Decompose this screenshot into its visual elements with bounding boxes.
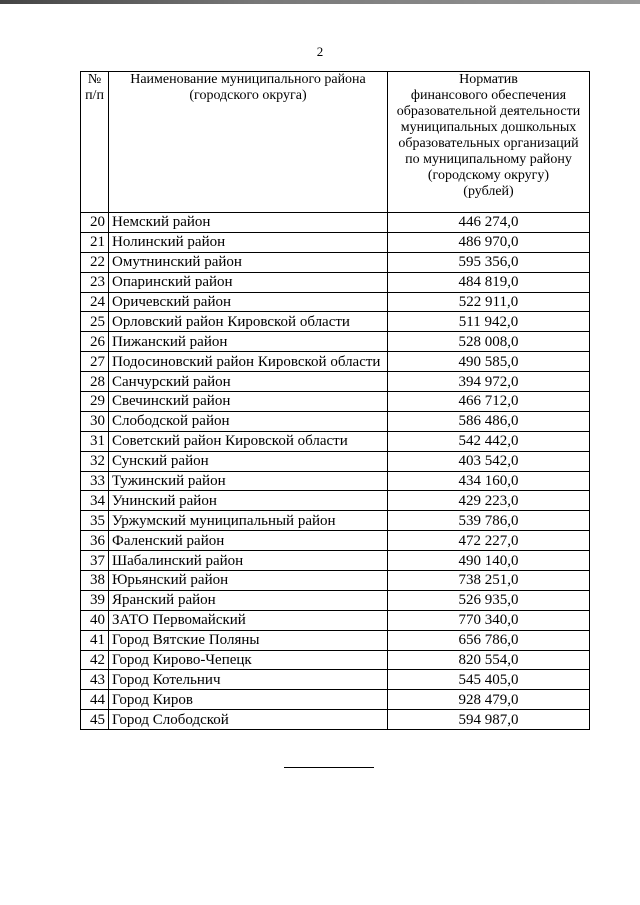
row-name: Оричевский район (109, 292, 388, 312)
row-value: 486 970,0 (388, 232, 590, 252)
table-body (81, 213, 590, 730)
row-value: 539 786,0 (388, 511, 590, 531)
row-number: 28 (81, 372, 109, 392)
row-name: Омутнинский район (109, 252, 388, 272)
row-number: 33 (81, 471, 109, 491)
row-value: 586 486,0 (388, 411, 590, 431)
row-number: 29 (81, 392, 109, 412)
row-value: 484 819,0 (388, 272, 590, 292)
table-row (81, 232, 590, 252)
row-name: Уржумский муниципальный район (109, 511, 388, 531)
row-number: 26 (81, 332, 109, 352)
table-row (81, 551, 590, 571)
table-row (81, 590, 590, 610)
normative-table (80, 71, 590, 730)
table-row (81, 252, 590, 272)
row-name: Нолинский район (109, 232, 388, 252)
row-value: 528 008,0 (388, 332, 590, 352)
table-row (81, 431, 590, 451)
table-row (81, 571, 590, 591)
row-name: Город Кирово-Чепецк (109, 650, 388, 670)
table-row (81, 332, 590, 352)
table-row (81, 531, 590, 551)
row-name: Опаринский район (109, 272, 388, 292)
row-number: 41 (81, 630, 109, 650)
row-number: 36 (81, 531, 109, 551)
row-name: Юрьянский район (109, 571, 388, 591)
row-number: 40 (81, 610, 109, 630)
row-value: 542 442,0 (388, 431, 590, 451)
table-row (81, 213, 590, 233)
table-row (81, 610, 590, 630)
table-row (81, 670, 590, 690)
row-name: ЗАТО Первомайский (109, 610, 388, 630)
row-name: Немский район (109, 213, 388, 233)
row-name: Слободской район (109, 411, 388, 431)
row-number: 34 (81, 491, 109, 511)
row-value: 403 542,0 (388, 451, 590, 471)
row-value: 594 987,0 (388, 710, 590, 730)
table-row (81, 292, 590, 312)
page-number: 2 (316, 44, 324, 59)
row-number: 21 (81, 232, 109, 252)
row-name: Тужинский район (109, 471, 388, 491)
row-value: 656 786,0 (388, 630, 590, 650)
row-name: Шабалинский район (109, 551, 388, 571)
row-number: 45 (81, 710, 109, 730)
row-value: 738 251,0 (388, 571, 590, 591)
row-value: 526 935,0 (388, 590, 590, 610)
table-row (81, 471, 590, 491)
row-value: 545 405,0 (388, 670, 590, 690)
row-value: 770 340,0 (388, 610, 590, 630)
row-name: Подосиновский район Кировской области (109, 352, 388, 372)
table-row (81, 630, 590, 650)
row-value: 472 227,0 (388, 531, 590, 551)
row-number: 35 (81, 511, 109, 531)
table-row (81, 511, 590, 531)
row-value: 490 140,0 (388, 551, 590, 571)
row-number: 31 (81, 431, 109, 451)
row-value: 466 712,0 (388, 392, 590, 412)
table-row (81, 272, 590, 292)
row-name: Фаленский район (109, 531, 388, 551)
row-value: 429 223,0 (388, 491, 590, 511)
row-number: 27 (81, 352, 109, 372)
row-value: 595 356,0 (388, 252, 590, 272)
table-row (81, 411, 590, 431)
table-row (81, 690, 590, 710)
row-name: Свечинский район (109, 392, 388, 412)
header-number: № п/п (81, 72, 109, 213)
row-name: Город Слободской (109, 710, 388, 730)
row-value: 928 479,0 (388, 690, 590, 710)
row-number: 30 (81, 411, 109, 431)
row-name: Советский район Кировской области (109, 431, 388, 451)
row-value: 434 160,0 (388, 471, 590, 491)
header-name: Наименование муниципального района (городского округа) (109, 72, 388, 213)
table-row (81, 710, 590, 730)
row-name: Город Котельнич (109, 670, 388, 690)
row-value: 522 911,0 (388, 292, 590, 312)
row-name: Сунский район (109, 451, 388, 471)
header-value: Норматив финансового обеспечения образовательной деятельности муниципальных дошкольных образовательных организаций по муниципальному району (городскому округу) (рублей) (388, 72, 590, 213)
top-edge-rule (0, 0, 640, 4)
row-number: 44 (81, 690, 109, 710)
table-row (81, 392, 590, 412)
row-number: 20 (81, 213, 109, 233)
row-value: 394 972,0 (388, 372, 590, 392)
end-of-document-rule (284, 767, 374, 768)
row-name: Город Вятские Поляны (109, 630, 388, 650)
row-value: 511 942,0 (388, 312, 590, 332)
row-value: 490 585,0 (388, 352, 590, 372)
row-value: 446 274,0 (388, 213, 590, 233)
row-name: Орловский район Кировской области (109, 312, 388, 332)
table-row (81, 650, 590, 670)
table-row (81, 451, 590, 471)
row-name: Пижанский район (109, 332, 388, 352)
row-number: 43 (81, 670, 109, 690)
row-value: 820 554,0 (388, 650, 590, 670)
row-number: 25 (81, 312, 109, 332)
row-number: 23 (81, 272, 109, 292)
table-row (81, 352, 590, 372)
row-name: Город Киров (109, 690, 388, 710)
row-name: Унинский район (109, 491, 388, 511)
row-number: 38 (81, 571, 109, 591)
row-number: 37 (81, 551, 109, 571)
row-name: Яранский район (109, 590, 388, 610)
table-header-row (81, 72, 590, 213)
row-number: 39 (81, 590, 109, 610)
row-number: 22 (81, 252, 109, 272)
table-row (81, 491, 590, 511)
row-number: 24 (81, 292, 109, 312)
table-row (81, 372, 590, 392)
table-row (81, 312, 590, 332)
row-number: 32 (81, 451, 109, 471)
row-number: 42 (81, 650, 109, 670)
row-name: Санчурский район (109, 372, 388, 392)
